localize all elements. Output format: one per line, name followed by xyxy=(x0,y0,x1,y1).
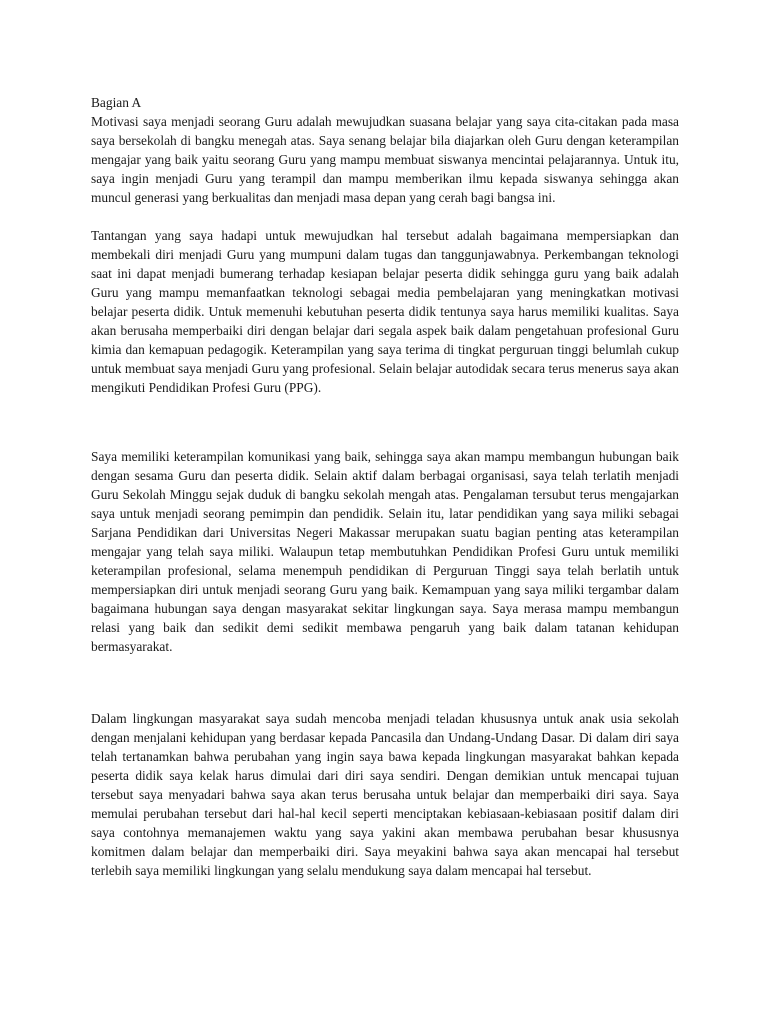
paragraph-motivation: Motivasi saya menjadi seorang Guru adalah mewujudkan suasana belajar yang saya cita-citakan pada masa saya bersekolah di bangku menegah atas. Saya senang belajar bila diajarkan oleh Guru dengan keterampilan mengajar yang baik yaitu seorang Guru yang mampu membuat siswanya mencintai pelajarannya. Untuk itu, saya ingin menjadi Guru yang terampil dan mampu memberikan ilmu kepada siswanya sehingga akan muncul generasi yang berkualitas dan menjadi masa depan yang cerah bagi bangsa ini. xyxy=(91,114,679,205)
paragraph-challenges: Tantangan yang saya hadapi untuk mewujudkan hal tersebut adalah bagaimana mempersiapkan dan membekali diri menjadi Guru yang mumpuni dalam tugas dan tanggunjawabnya. Perkembangan teknologi saat ini dapat menjadi bumerang terhadap kesiapan belajar peserta didik sehingga guru yang baik adalah Guru yang mampu memanfaatkan teknologi sebagai media pembelajaran yang meningkatkan motivasi belajar peserta didik. Untuk memenuhi kebutuhan peserta didik tentunya saya harus memiliki kualitas. Saya akan berusaha memperbaiki diri dengan belajar dari segala aspek baik dalam pengetahuan profesional Guru kimia dan kemapuan pedagogik. Keterampilan yang saya terima di tingkat perguruan tinggi belumlah cukup untuk membuat saya menjadi Guru yang profesional. Selain belajar autodidak secara terus menerus saya akan mengikuti Pendidikan Profesi Guru (PPG). xyxy=(91,228,679,395)
paragraph-community: Dalam lingkungan masyarakat saya sudah mencoba menjadi teladan khususnya untuk anak usia sekolah dengan menjalani kehidupan yang berdasar kepada Pancasila dan Undang-Undang Dasar. Di dalam diri saya telah tertanamkan bahwa perubahan yang ingin saya bawa kepada lingkungan masyarakat bahkan kepada peserta didik saya kelak harus dimulai dari diri saya sendiri. Dengan demikian untuk mencapai tujuan tersebut saya menyadari bahwa saya akan terus berusaha untuk belajar dan memperbaiki diri saya. Saya memulai perubahan tersebut dari hal-hal kecil seperti menciptakan kebiasaan-kebiasaan positif dalam diri saya contohnya memanajemen waktu yang saya yakini akan membawa perubahan besar khususnya komitmen dalam belajar dan memperbaiki diri. Saya meyakini bahwa saya akan mencapai hal tersebut terlebih saya memiliki lingkungan yang selalu mendukung saya dalam mencapai hal tersebut. xyxy=(91,711,679,878)
document-body xyxy=(91,93,679,880)
section-title: Bagian A xyxy=(91,95,142,110)
paragraph-skills: Saya memiliki keterampilan komunikasi yang baik, sehingga saya akan mampu membangun hubungan baik dengan sesama Guru dan peserta didik. Selain aktif dalam berbagai organisasi, saya telah terlatih menjadi Guru Sekolah Minggu sejak duduk di bangku sekolah mengah atas. Pengalaman tersubut terus mengajarkan saya untuk menjadi seorang pemimpin dan pendidik. Selain itu, latar pendidikan yang saya miliki sebagai Sarjana Pendidikan dari Universitas Negeri Makassar merupakan suatu bagian penting atas keterampilan mengajar yang telah saya miliki. Walaupun tetap membutuhkan Pendidikan Profesi Guru untuk memiliki keterampilan profesional, selama menempuh pendidikan di Perguruan Tinggi saya telah berlatih untuk mempersiapkan diri untuk menjadi seorang Guru yang baik. Kemampuan yang saya miliki tergambar dalam bagaimana hubungan saya dengan masyarakat sekitar lingkungan saya. Saya merasa mampu membangun relasi yang baik dan sedikit demi sedikit membawa pengaruh yang baik dalam tatanan kehidupan bermasyarakat. xyxy=(91,449,679,654)
